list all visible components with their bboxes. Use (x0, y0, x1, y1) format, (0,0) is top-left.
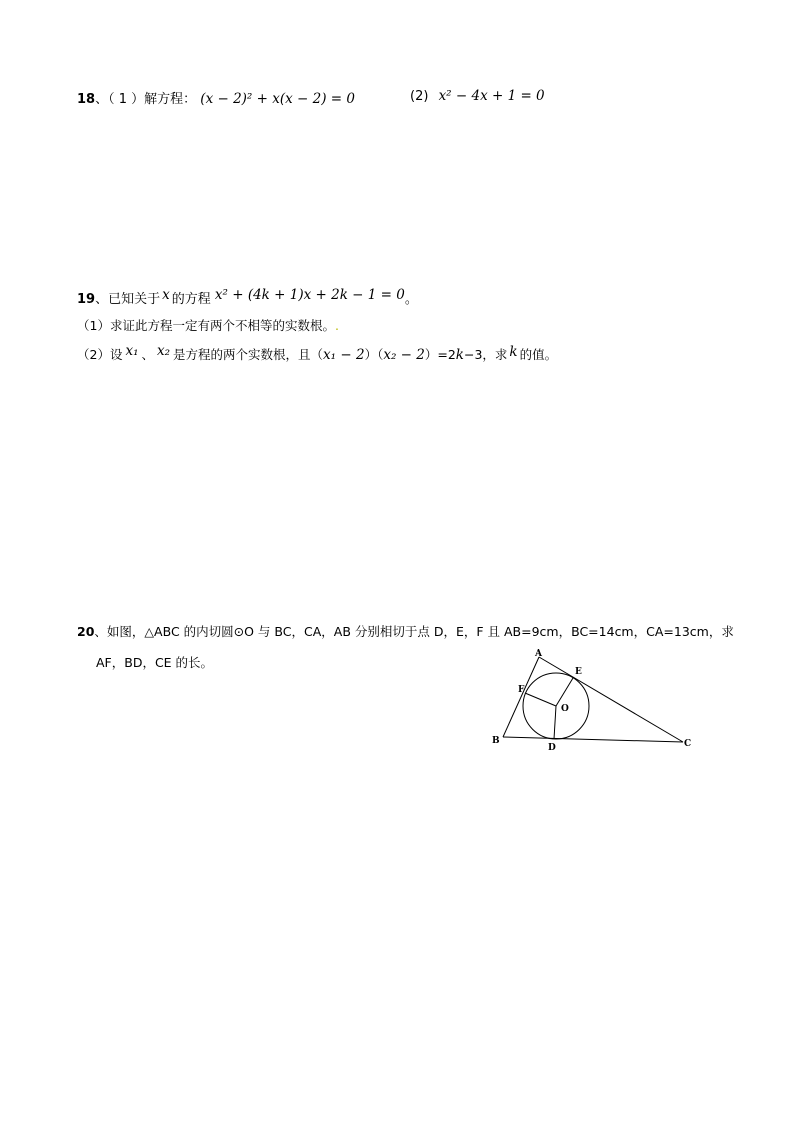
radius-od (554, 706, 556, 739)
label-b: B (492, 736, 500, 746)
q20-number: 20 (77, 624, 95, 639)
q19-stem-equation: x² + (4k + 1)x + 2k − 1 = 0 (214, 287, 405, 303)
q19-part2-d: ）（ (364, 347, 384, 362)
q19-part2-c: 是方程的两个实数根，且（ (173, 347, 324, 362)
q18-sep: 、 (95, 92, 109, 107)
q19-part2-a: （2）设 (77, 347, 123, 362)
side-bc (503, 737, 683, 742)
q19-x1: x₁ (125, 343, 139, 359)
q19-x2: x₂ (157, 343, 171, 359)
q19-sep: 、 (95, 292, 109, 307)
q19-part2 (77, 343, 557, 363)
q19-paren2: x₂ − 2 (383, 347, 425, 363)
q19-part2-f: −3，求 (463, 347, 508, 362)
q18-part2-label: (2) (410, 89, 429, 104)
q19-k2: k (509, 344, 518, 360)
q19-part2-b: 、 (141, 347, 154, 362)
q19-stem-var: x (162, 287, 170, 303)
q19-paren1: x₁ − 2 (323, 347, 365, 363)
radius-of (525, 693, 556, 706)
q20-line1 (77, 622, 734, 640)
label-c: C (684, 739, 692, 749)
q20-text1: 如图，△ABC 的内切圆⊙O 与 BC，CA，AB 分别相切于点 D，E，F 且 AB=9cm，BC=14cm，CA=13cm，求 (106, 624, 734, 639)
label-o: O (561, 704, 569, 714)
q18-line (77, 88, 355, 107)
q20-text2: AF，BD，CE 的长。 (96, 655, 214, 670)
q19-part1-mark: . (334, 318, 339, 333)
label-e: E (575, 667, 582, 677)
side-ca (539, 657, 683, 742)
q20-sep: 、 (94, 624, 107, 639)
q19-stem (77, 287, 418, 307)
q19-number: 19 (77, 292, 96, 307)
q19-part2-e: ）=2 (424, 347, 456, 362)
q18-part1-label: （ 1 ）解方程： (108, 92, 197, 107)
q19-stem-b: 的方程 (171, 292, 211, 307)
q18-part1-equation: (x − 2)² + x(x − 2) = 0 (200, 91, 355, 107)
q19-part1-text: （1）求证此方程一定有两个不相等的实数根。 (77, 318, 335, 333)
label-f: F (518, 685, 525, 695)
q19-part1 (77, 316, 339, 334)
label-d: D (548, 743, 556, 753)
q18-part2 (410, 88, 545, 104)
q19-stem-end: 。 (404, 292, 418, 307)
label-a: A (535, 649, 542, 659)
radius-oe (556, 678, 573, 706)
q19-k: k (455, 347, 464, 363)
incircle-figure (480, 640, 710, 760)
q19-part2-g: 的值。 (519, 347, 558, 362)
q19-stem-a: 已知关于 (108, 292, 161, 307)
q18-part2-equation: x² − 4x + 1 = 0 (438, 88, 545, 104)
q18-number: 18 (77, 92, 96, 107)
q20-line2 (96, 653, 213, 671)
